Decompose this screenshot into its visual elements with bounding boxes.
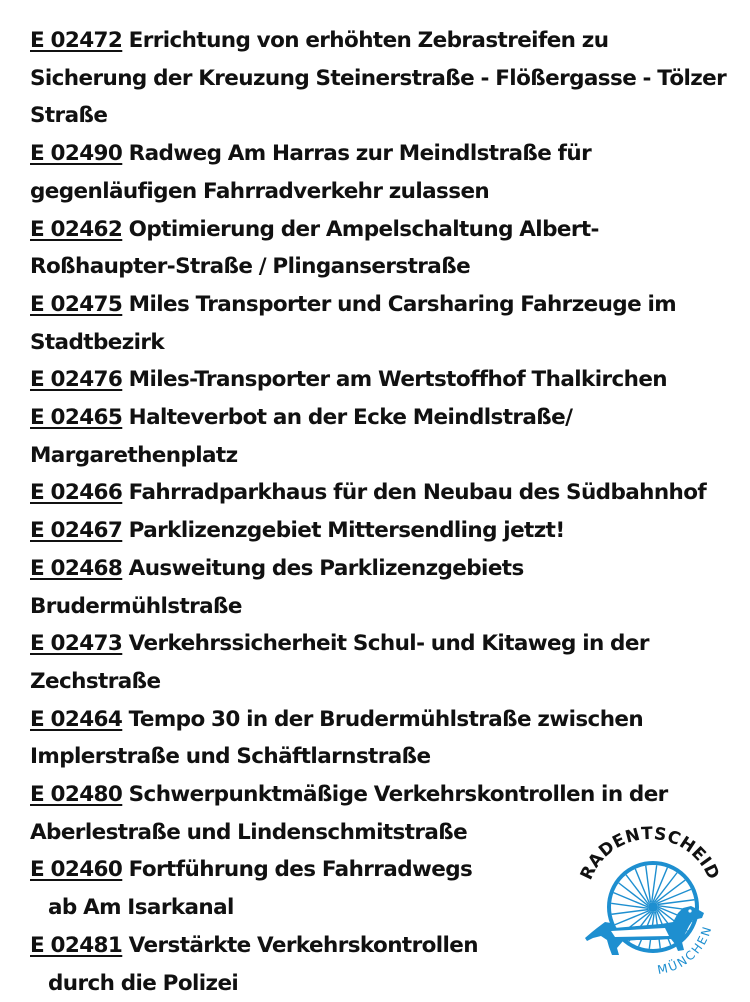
entry-id-link[interactable]: E 02460: [30, 857, 123, 883]
entry-id-link[interactable]: E 02490: [30, 141, 123, 167]
list-item: [30, 286, 730, 361]
list-item: [30, 512, 730, 550]
radentscheid-logo: [565, 810, 735, 985]
logo-top-text: [577, 824, 724, 883]
entry-id-link[interactable]: E 02472: [30, 28, 123, 53]
entry-id-link[interactable]: E 02466: [30, 480, 123, 506]
entry-id-link[interactable]: E 02465: [30, 405, 123, 431]
entry-id-link[interactable]: E 02476: [30, 367, 123, 393]
entry-text: Optimierung der Ampelschaltung Albert-Roßhaupter-Straße / Plinganserstraße: [30, 216, 599, 280]
wheel-spoke: [626, 875, 649, 905]
svg-text:RADENTSCHEID: [577, 824, 724, 883]
wheel-spoke: [654, 873, 677, 903]
list-item: [30, 625, 730, 700]
entry-id-link[interactable]: E 02468: [30, 555, 123, 581]
logo-top-textpath: RADENTSCHEID: [576, 823, 724, 884]
list-item: [30, 22, 730, 135]
entry-text: Miles Transporter und Carsharing Fahrzeuge im Stadtbezirk: [30, 291, 677, 355]
dachshund-icon: [585, 906, 704, 955]
entry-id-link[interactable]: E 02481: [30, 932, 123, 958]
list-item: [30, 701, 730, 776]
entry-id-link[interactable]: E 02464: [30, 706, 123, 732]
entry-text: Parklizenzgebiet Mittersendling jetzt!: [128, 518, 565, 544]
logo-bottom-textpath: MÜNCHEN: [656, 923, 715, 978]
list-item: [30, 399, 730, 474]
entry-text: Verkehrssicherheit Schul- und Kitaweg in der Zechstraße: [30, 631, 649, 694]
entry-text: Verstärkte Verkehrskontrollen: [128, 932, 478, 958]
entry-id-link[interactable]: E 02462: [30, 216, 123, 242]
entry-text: Ausweitung des Parklizenzgebiets Brudermühlstraße: [30, 555, 524, 619]
wheel-spoke: [619, 883, 649, 906]
entry-text: Fortführung des Fahrradwegs: [128, 857, 473, 883]
entry-text: Errichtung von erhöhten Zebrastreifen zu Sicherung der Kreuzung Steinerstraße - Flößergasse - Tölzer Straße: [30, 28, 727, 129]
entry-id-link[interactable]: E 02475: [30, 291, 123, 317]
list-item: [30, 361, 730, 399]
entry-text-continued: durch die Polizei: [48, 970, 239, 996]
entry-id-link[interactable]: E 02480: [30, 782, 123, 808]
entry-id-link[interactable]: E 02473: [30, 631, 123, 657]
list-item: [30, 474, 730, 512]
list-item: [30, 135, 730, 210]
entry-text: Schwerpunktmäßige Verkehrskontrollen in der Aberlestraße und Lindenschmitstraße: [30, 782, 668, 845]
list-item: [30, 550, 730, 625]
wheel-spoke: [656, 880, 686, 903]
entry-text-continued: ab Am Isarkanal: [48, 895, 234, 921]
entry-text: Radweg Am Harras zur Meindlstraße für gegenläufigen Fahrradverkehr zulassen: [30, 141, 592, 204]
entry-text: Halteverbot an der Ecke Meindlstraße/ Margarethenplatz: [30, 405, 573, 468]
list-item: [30, 211, 730, 286]
entry-text: Tempo 30 in der Brudermühlstraße zwischen Implerstraße und Schäftlarnstraße: [30, 706, 644, 770]
entry-text: Miles-Transporter am Wertstoffhof Thalkirchen: [128, 367, 668, 393]
entry-text: Fahrradparkhaus für den Neubau des Südbahnhof: [128, 480, 707, 506]
entry-id-link[interactable]: E 02467: [30, 518, 123, 544]
